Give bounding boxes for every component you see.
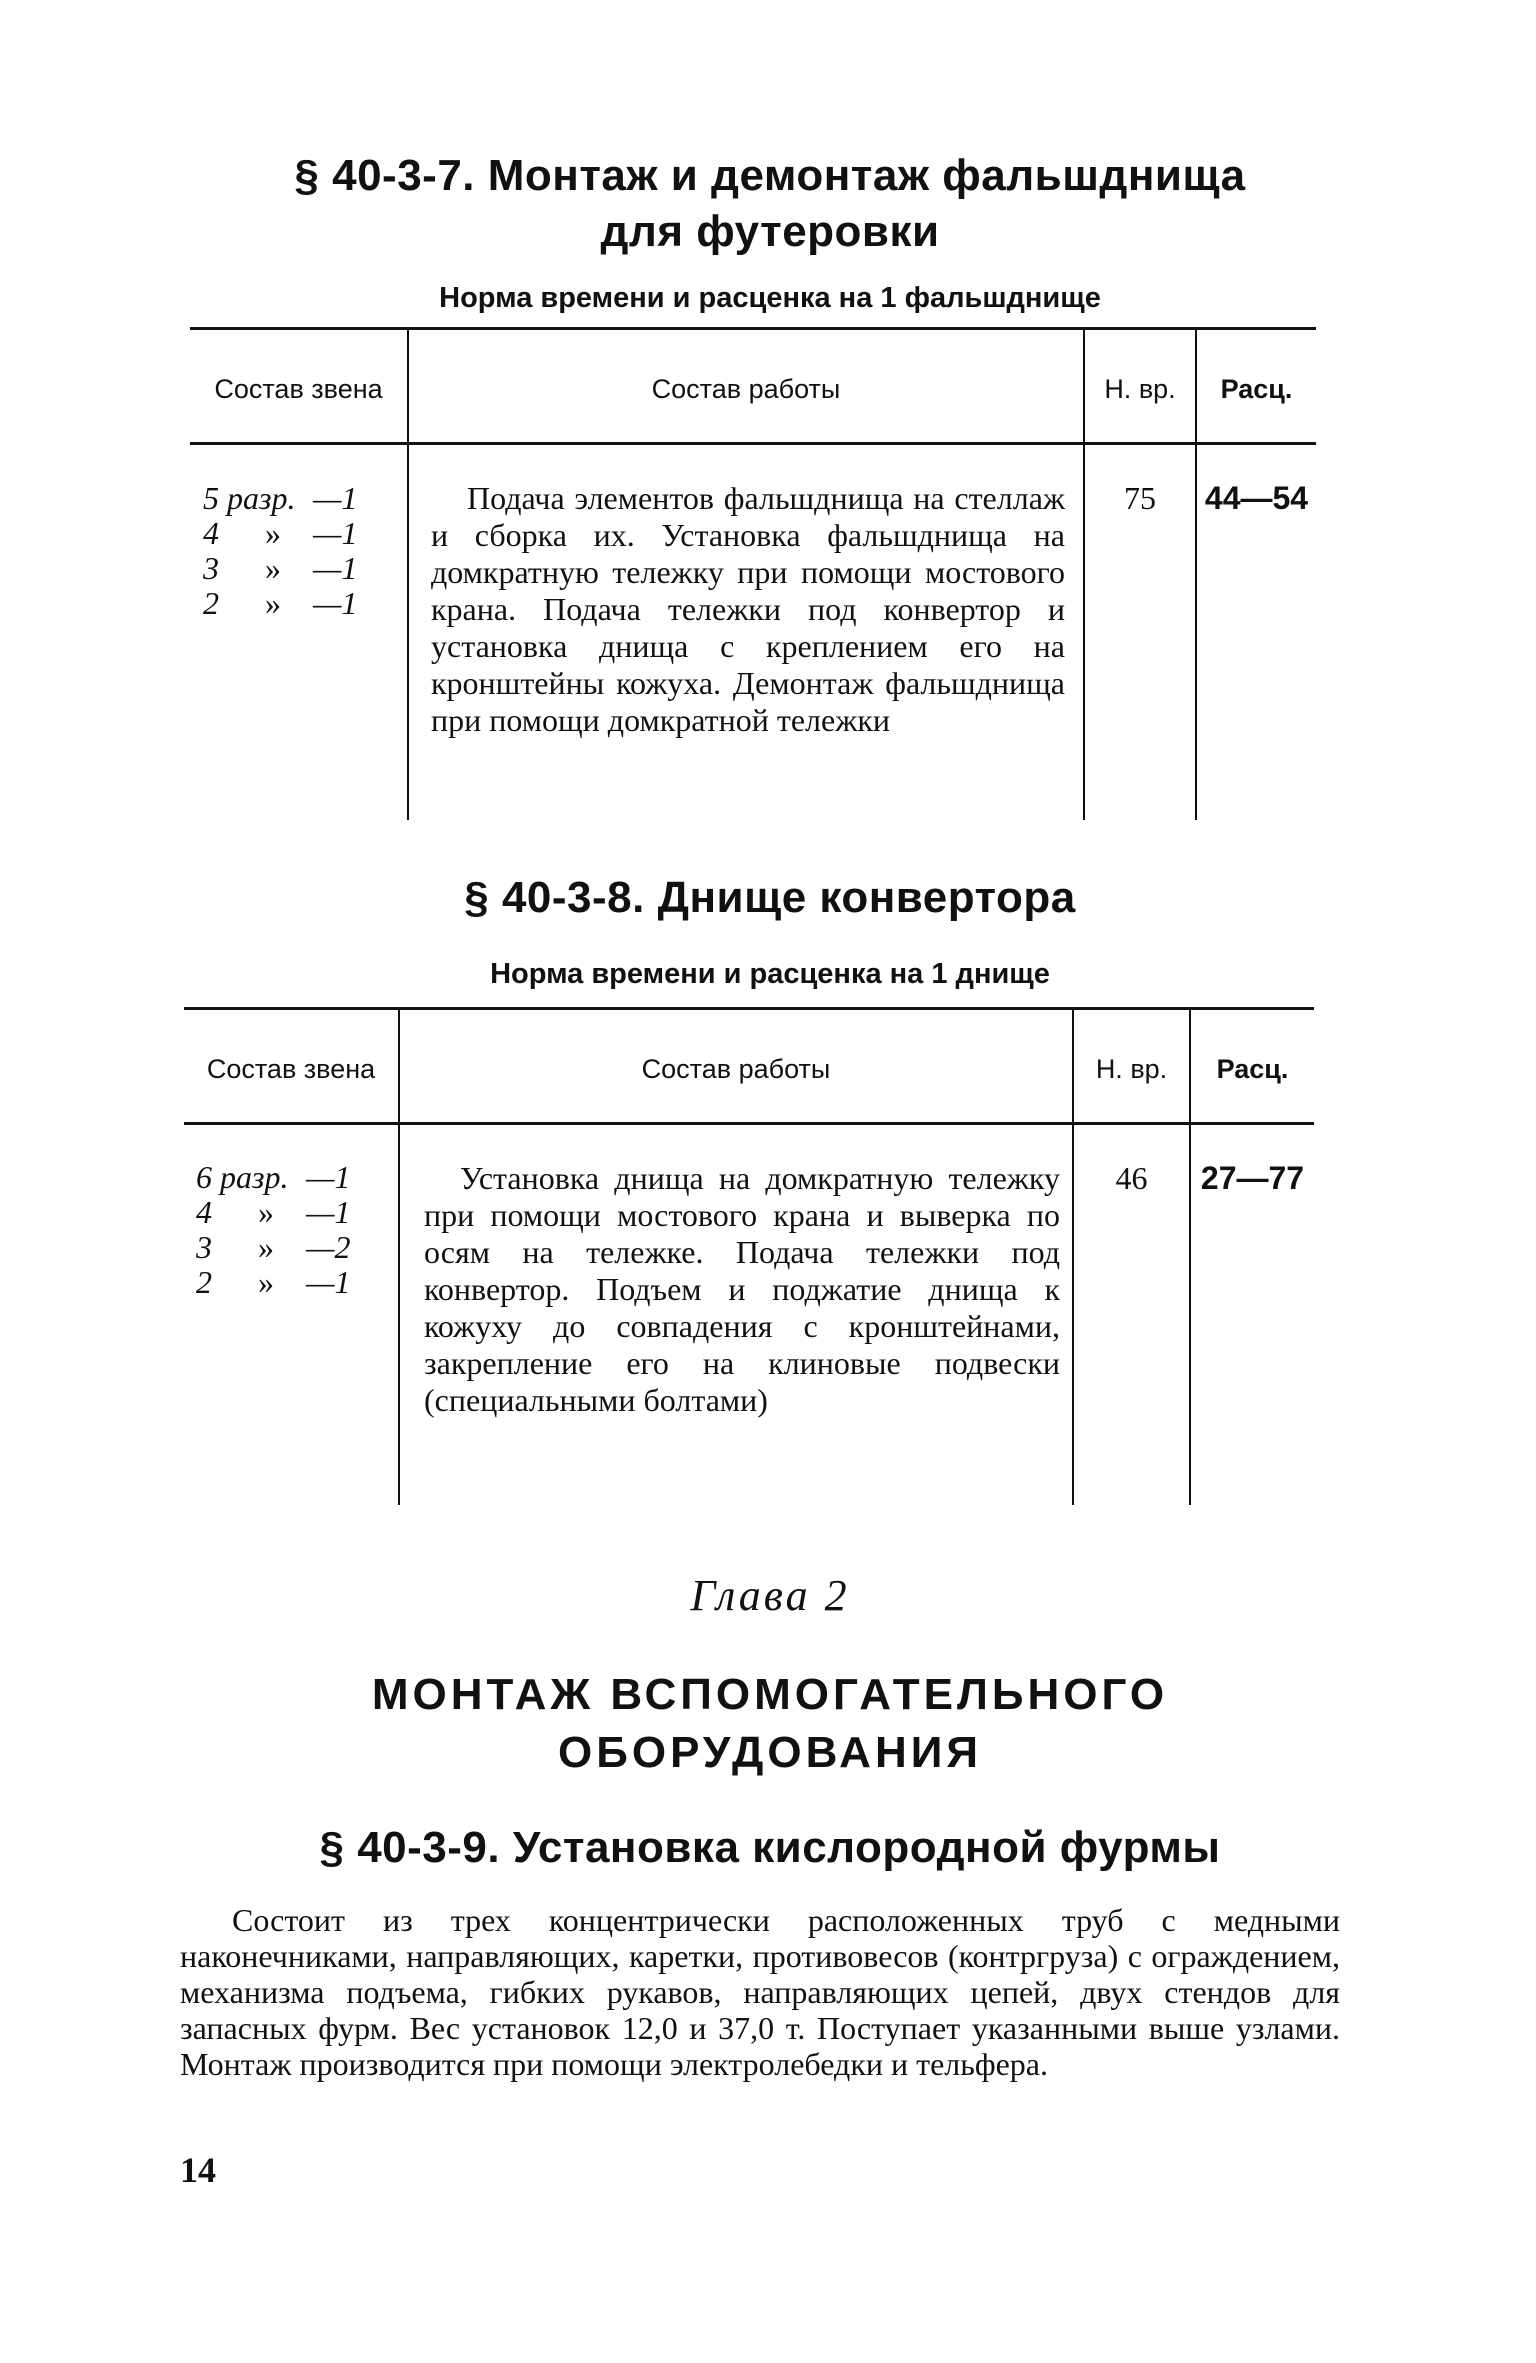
section-title-line-2: для футеровки [600, 207, 940, 256]
header-rate: Расц. [1216, 1054, 1289, 1084]
table-top-rule [190, 327, 1316, 330]
crew-count: —1 [313, 480, 358, 516]
rate-value: 27—77 [1200, 1160, 1305, 1196]
crew-grade: 2 [196, 1264, 212, 1300]
page-number: 14 [180, 2150, 216, 2190]
table-top-rule [184, 1007, 1314, 1010]
crew-count: —1 [306, 1194, 351, 1230]
crew-list [203, 481, 403, 621]
crew-row: 3 » —2 [196, 1229, 351, 1265]
header-work: Состав работы [641, 1054, 831, 1084]
header-norm: Н. вр. [1095, 1054, 1168, 1084]
section-body: Состоит из трех концентрически расположенных труб с медными наконечниками, направляющих, каретки, противовесов (контргруза) с ограждением, механизма подъема, гибких рукавов, направляющих цепей, двух стендов для запасных фурм. Вес установок 12,0 и 37,0 т. Поступает указанными выше узлами. Монтаж производится при помощи электролебедки и тельфера. [180, 1902, 1340, 2082]
work-description: Установка днища на домкратную тележку при помощи мостового крана и выверка по осям на тележке. Подача тележки под конвертор. Подъем и поджатие днища к кожуху до совпадения с кронштейнами, закрепление его на клиновые подвески (специальными болтами) [424, 1160, 1060, 1418]
crew-count: —1 [313, 585, 358, 621]
section-title [180, 148, 1360, 260]
section-title: § 40-3-8. Днище конвертора [464, 873, 1076, 922]
crew-grade: 4 [203, 515, 219, 551]
header-rate: Расц. [1220, 374, 1293, 404]
chapter-title [180, 1666, 1360, 1782]
crew-count: —1 [306, 1264, 351, 1300]
crew-grade: 3 [196, 1229, 212, 1265]
crew-row: 4 » —1 [203, 515, 358, 551]
crew-count: —2 [306, 1229, 351, 1265]
table-header-rule [190, 442, 1316, 445]
crew-count: —1 [313, 515, 358, 551]
header-crew: Состав звена [206, 1054, 376, 1084]
table-header-rule [184, 1122, 1314, 1125]
chapter-title-line-2: ОБОРУДОВАНИЯ [558, 1728, 982, 1777]
crew-grade: 6 разр. [196, 1159, 289, 1195]
norm-value: 75 [1124, 480, 1156, 516]
section-title: § 40-3-9. Установка кислородной фурмы [319, 1823, 1221, 1872]
crew-row [203, 481, 403, 516]
rate-value: 44—54 [1204, 480, 1309, 516]
section-subtitle: Норма времени и расценка на 1 фальшднище [439, 282, 1101, 314]
crew-count: —1 [313, 550, 358, 586]
norm-value: 46 [1115, 1160, 1148, 1196]
crew-row: 2 » —1 [203, 585, 358, 621]
crew-row: 2 » —1 [196, 1264, 351, 1300]
header-work: Состав работы [651, 374, 841, 404]
crew-row: 3 » —1 [203, 550, 358, 586]
header-crew: Состав звена [214, 374, 383, 404]
crew-row: 4 » —1 [196, 1194, 351, 1230]
work-description: Подача элементов фальшднища на стеллаж и сборка их. Установка фальшднища на домкратную тележку при помощи мостового крана. Подача тележки под конвертор и установка днища с креплением его на кронштейны кожуха. Демонтаж фальшднища при помощи домкратной тележки [431, 480, 1065, 738]
crew-grade: 3 [203, 550, 219, 586]
crew-grade: 4 [196, 1194, 212, 1230]
crew-row [196, 1160, 396, 1195]
crew-list [196, 1160, 396, 1300]
crew-count: —1 [306, 1159, 351, 1195]
crew-grade: 2 [203, 585, 219, 621]
section-title-line-1: § 40-3-7. Монтаж и демонтаж фальшднища [294, 151, 1246, 200]
chapter-title-line-1: МОНТАЖ ВСПОМОГАТЕЛЬНОГО [371, 1670, 1169, 1719]
header-norm: Н. вр. [1104, 374, 1176, 404]
crew-grade: 5 разр. [203, 480, 296, 516]
section-subtitle: Норма времени и расценка на 1 днище [490, 958, 1050, 990]
chapter-label: Глава 2 [690, 1571, 850, 1620]
